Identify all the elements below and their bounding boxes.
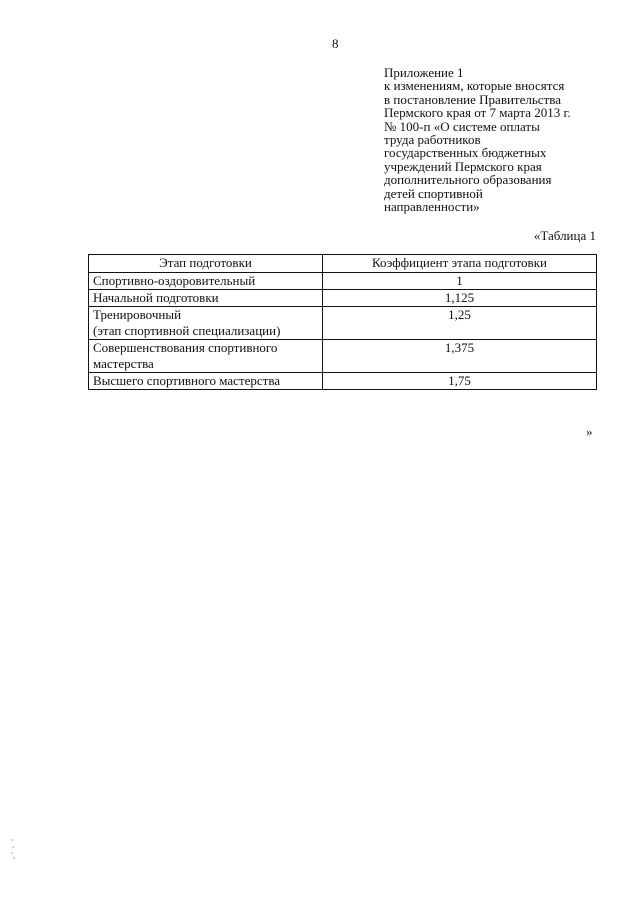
annex-line: к изменениям, которые вносятся bbox=[384, 78, 565, 94]
stage-text: Начальной подготовки bbox=[93, 290, 219, 305]
annex-line: учреждений Пермского края bbox=[384, 158, 542, 174]
coefficient-table bbox=[88, 254, 597, 390]
column-header-coefficient: Коэффициент этапа подготовки bbox=[323, 255, 597, 273]
stage-cell bbox=[89, 290, 323, 307]
scan-margin-marks bbox=[10, 838, 16, 860]
annex-block bbox=[384, 66, 614, 213]
annex-line: в постановление Правительства bbox=[384, 91, 561, 107]
annex-line: труда работников bbox=[384, 132, 481, 148]
table-row bbox=[89, 340, 597, 373]
coefficient-cell: 1,125 bbox=[323, 290, 597, 307]
column-header-stage: Этап подготовки bbox=[89, 255, 323, 273]
table-header-row bbox=[89, 255, 597, 273]
table-row bbox=[89, 290, 597, 307]
coefficient-cell: 1,25 bbox=[323, 307, 597, 340]
coefficient-cell: 1,375 bbox=[323, 340, 597, 373]
stage-cell bbox=[89, 340, 323, 373]
annex-line: детей спортивной bbox=[384, 185, 483, 201]
coefficient-cell: 1 bbox=[323, 273, 597, 290]
coefficient-cell: 1,75 bbox=[323, 373, 597, 390]
stage-cell bbox=[89, 273, 323, 290]
stage-cell bbox=[89, 373, 323, 390]
stage-text: Тренировочный bbox=[93, 307, 182, 322]
stage-text: (этап спортивной специализации) bbox=[93, 323, 281, 338]
annex-line: государственных бюджетных bbox=[384, 145, 547, 161]
annex-line: дополнительного образования bbox=[384, 172, 552, 188]
table-row bbox=[89, 373, 597, 390]
page-number: 8 bbox=[332, 36, 339, 51]
stage-text: Высшего спортивного мастерства bbox=[93, 373, 281, 388]
stage-text: Совершенствования спортивного bbox=[93, 340, 278, 355]
annex-line: № 100-п «О системе оплаты bbox=[384, 118, 540, 134]
stage-text: Спортивно-оздоровительный bbox=[93, 273, 256, 288]
stage-text: мастерства bbox=[93, 356, 154, 371]
stage-cell bbox=[89, 307, 323, 340]
table-row bbox=[89, 273, 597, 290]
annex-line: Пермского края от 7 марта 2013 г. bbox=[384, 105, 571, 121]
table-caption: «Таблица 1 bbox=[533, 228, 596, 243]
annex-line: Приложение 1 bbox=[384, 65, 464, 80]
annex-line: направленности» bbox=[384, 199, 480, 215]
table-row bbox=[89, 307, 597, 340]
closing-quote: » bbox=[586, 424, 593, 439]
